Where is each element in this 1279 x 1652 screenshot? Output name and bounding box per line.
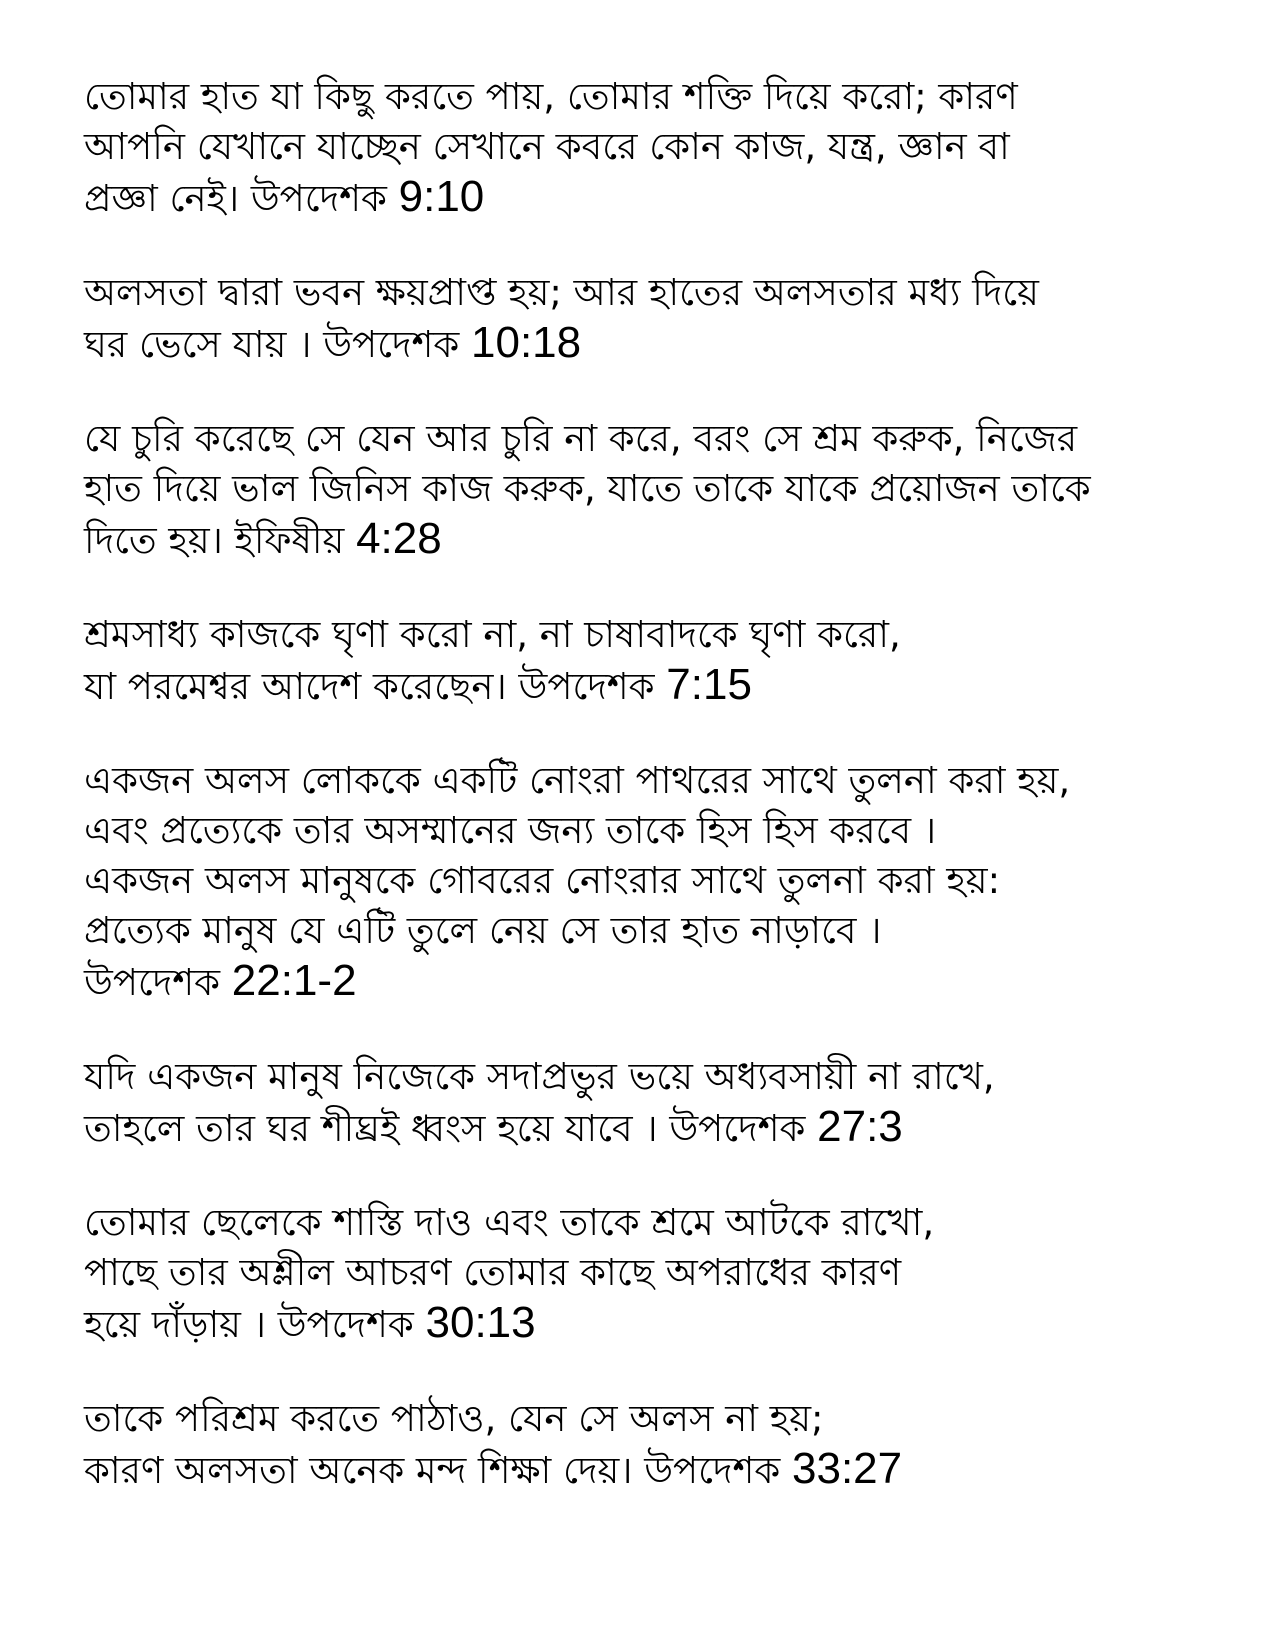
verse-block	[84, 72, 1234, 224]
verse-reference: 10:18	[471, 318, 582, 367]
verse-line: হাত দিয়ে ভাল জিনিস কাজ করুক, যাতে তাকে যাকে প্রয়োজন তাকে	[84, 467, 1091, 510]
verse-line: শ্রমসাধ্য কাজকে ঘৃণা করো না, না চাষাবাদকে ঘৃণা করো,	[84, 613, 901, 656]
verse-block	[84, 610, 1234, 712]
verse-reference: 22:1-2	[231, 956, 357, 1005]
verse-line: কারণ অলসতা অনেক মন্দ শিক্ষা দেয়। উপদেশক	[84, 1449, 793, 1492]
verse-block	[84, 1198, 1234, 1350]
verse-block	[84, 268, 1234, 370]
verse-line-with-reference	[84, 1102, 1234, 1154]
verse-line: উপদেশক	[84, 961, 232, 1004]
verse-line: যা পরমেশ্বর আদেশ করেছেন। উপদেশক	[84, 665, 667, 708]
verse-reference: 7:15	[666, 660, 752, 709]
verse-line: অলসতা দ্বারা ভবন ক্ষয়প্রাপ্ত হয়; আর হাতের অলসতার মধ্য দিয়ে	[84, 271, 1039, 314]
verse-line: তাহলে তার ঘর শীঘ্রই ধ্বংস হয়ে যাবে । উপদেশক	[84, 1107, 818, 1150]
verse-reference: 4:28	[356, 514, 442, 563]
verse-line-with-reference	[84, 318, 1234, 370]
verse-line: তাকে পরিশ্রম করতে পাঠাও, যেন সে অলস না হয়;	[84, 1397, 824, 1440]
verse-reference: 30:13	[425, 1298, 536, 1347]
verse-line-with-reference	[84, 660, 1234, 712]
verse-reference: 9:10	[398, 172, 485, 221]
verse-block	[84, 414, 1234, 566]
verse-line: একজন অলস লোককে একটি নোংরা পাথরের সাথে তুলনা করা হয়,	[84, 759, 1071, 802]
verse-line: এবং প্রত্যেকে তার অসম্মানের জন্য তাকে হিস হিস করবে ।	[84, 809, 937, 852]
verse-page	[84, 72, 1234, 1540]
verse-line: যদি একজন মানুষ নিজেকে সদাপ্রভুর ভয়ে অধ্যবসায়ী না রাখে,	[84, 1055, 995, 1098]
verse-line-with-reference	[84, 1444, 1234, 1496]
verse-line: পাছে তার অশ্লীল আচরণ তোমার কাছে অপরাধের কারণ	[84, 1251, 902, 1294]
verse-block	[84, 756, 1234, 1008]
verse-line-with-reference	[84, 172, 1234, 224]
verse-line: একজন অলস মানুষকে গোবরের নোংরার সাথে তুলনা করা হয়:	[84, 859, 1001, 902]
verse-line: হয়ে দাঁড়ায় । উপদেশক	[84, 1303, 426, 1346]
verse-line-with-reference	[84, 956, 1234, 1008]
verse-line-with-reference	[84, 1298, 1234, 1350]
verse-line: প্রত্যেক মানুষ যে এটি তুলে নেয় সে তার হাত নাড়াবে ।	[84, 909, 882, 952]
verse-block	[84, 1394, 1234, 1496]
verse-reference: 27:3	[817, 1102, 903, 1151]
verse-line: ঘর ভেসে যায় । উপদেশক	[84, 323, 471, 366]
verse-reference: 33:27	[792, 1444, 903, 1493]
verse-line: যে চুরি করেছে সে যেন আর চুরি না করে, বরং সে শ্রম করুক, নিজের	[84, 417, 1078, 460]
verse-line: তোমার হাত যা কিছু করতে পায়, তোমার শক্তি দিয়ে করো; কারণ	[84, 75, 1018, 118]
verse-line: তোমার ছেলেকে শাস্তি দাও এবং তাকে শ্রমে আটকে রাখো,	[84, 1201, 935, 1244]
verse-line: আপনি যেখানে যাচ্ছেন সেখানে কবরে কোন কাজ, যন্ত্র, জ্ঞান বা	[84, 125, 1010, 168]
verse-block	[84, 1052, 1234, 1154]
verse-line-with-reference	[84, 514, 1234, 566]
verse-line: প্রজ্ঞা নেই। উপদেশক	[84, 177, 399, 220]
verse-line: দিতে হয়। ইফিষীয়	[84, 519, 357, 562]
